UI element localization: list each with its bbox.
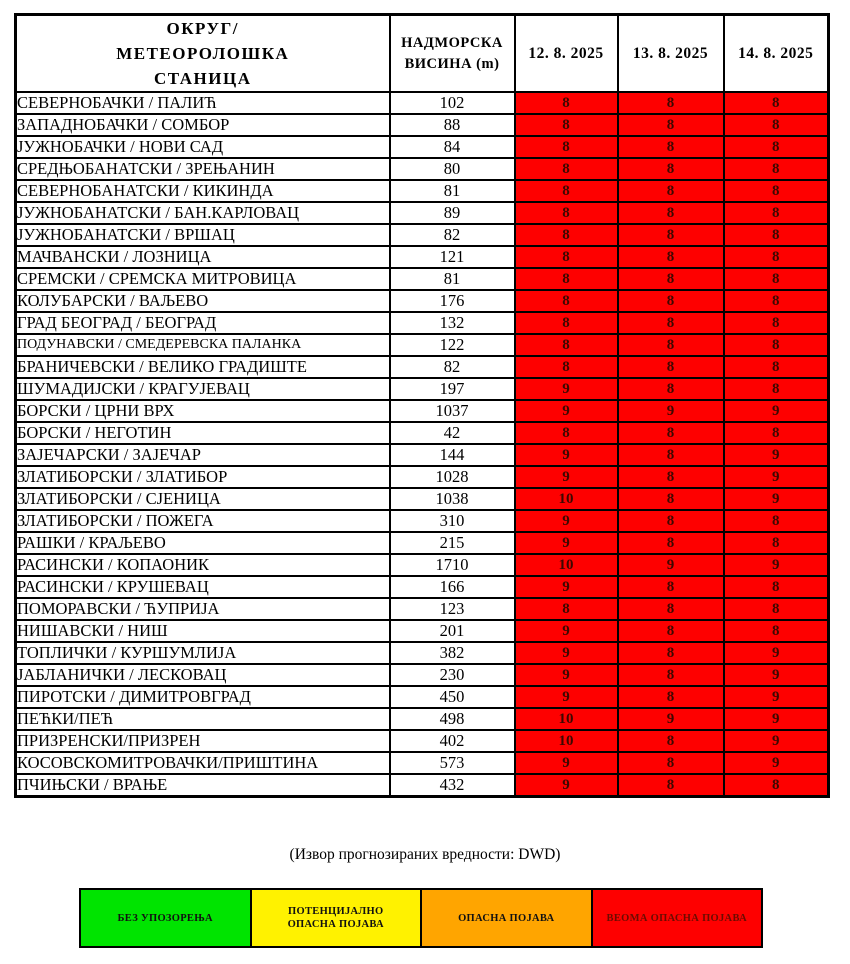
value-cell-day2: 8 xyxy=(618,576,724,598)
value-cell-day3: 9 xyxy=(724,642,829,664)
station-cell: ШУМАДИЈСКИ / КРАГУЈЕВАЦ xyxy=(16,378,390,400)
value-cell-day1: 9 xyxy=(515,510,618,532)
value-cell-day3: 8 xyxy=(724,202,829,224)
value-cell-day2: 8 xyxy=(618,114,724,136)
station-cell: КОСОВСКОМИТРОВАЧКИ/ПРИШТИНА xyxy=(16,752,390,774)
station-cell: ЈУЖНОБАЧКИ / НОВИ САД xyxy=(16,136,390,158)
header-altitude-line2: ВИСИНА (m) xyxy=(404,55,500,72)
value-cell-day2: 8 xyxy=(618,488,724,510)
value-cell-day3: 8 xyxy=(724,620,829,642)
value-cell-day2: 8 xyxy=(618,664,724,686)
value-cell-day2: 8 xyxy=(618,620,724,642)
station-cell: ЗАПАДНОБАЧКИ / СОМБОР xyxy=(16,114,390,136)
value-cell-day1: 8 xyxy=(515,268,618,290)
value-cell-day3: 8 xyxy=(724,378,829,400)
value-cell-day2: 8 xyxy=(618,312,724,334)
altitude-cell: 122 xyxy=(390,334,515,356)
header-station-line2: МЕТЕОРОЛОШКА xyxy=(116,44,290,63)
value-cell-day1: 8 xyxy=(515,334,618,356)
value-cell-day1: 9 xyxy=(515,400,618,422)
altitude-cell: 498 xyxy=(390,708,515,730)
table-row xyxy=(16,158,829,180)
warning-legend xyxy=(79,888,763,948)
value-cell-day3: 8 xyxy=(724,158,829,180)
altitude-cell: 132 xyxy=(390,312,515,334)
value-cell-day3: 8 xyxy=(724,180,829,202)
altitude-cell: 1038 xyxy=(390,488,515,510)
value-cell-day2: 9 xyxy=(618,400,724,422)
value-cell-day1: 8 xyxy=(515,136,618,158)
legend-item xyxy=(593,888,764,948)
header-altitude-line1: НАДМОРСКА xyxy=(401,34,503,51)
station-cell: ЗЛАТИБОРСКИ / СЈЕНИЦА xyxy=(16,488,390,510)
value-cell-day3: 8 xyxy=(724,224,829,246)
table-row xyxy=(16,466,829,488)
table-row xyxy=(16,532,829,554)
table-row xyxy=(16,268,829,290)
station-cell: ЗЛАТИБОРСКИ / ЗЛАТИБОР xyxy=(16,466,390,488)
value-cell-day2: 8 xyxy=(618,92,724,114)
value-cell-day3: 8 xyxy=(724,510,829,532)
station-cell: СЕВЕРНОБАЧКИ / ПАЛИЋ xyxy=(16,92,390,114)
value-cell-day3: 9 xyxy=(724,752,829,774)
altitude-cell: 81 xyxy=(390,180,515,202)
station-cell: БРАНИЧЕВСКИ / ВЕЛИКО ГРАДИШТЕ xyxy=(16,356,390,378)
station-cell: ПРИЗРЕНСКИ/ПРИЗРЕН xyxy=(16,730,390,752)
table-row xyxy=(16,422,829,444)
table-row xyxy=(16,598,829,620)
header-station-line1: ОКРУГ/ xyxy=(166,19,240,38)
table-row xyxy=(16,444,829,466)
legend-item xyxy=(79,888,252,948)
value-cell-day2: 8 xyxy=(618,422,724,444)
table-row xyxy=(16,510,829,532)
station-cell: ПИРОТСКИ / ДИМИТРОВГРАД xyxy=(16,686,390,708)
value-cell-day2: 8 xyxy=(618,686,724,708)
header-altitude-column xyxy=(390,15,515,93)
station-cell: ЗАЈЕЧАРСКИ / ЗАЈЕЧАР xyxy=(16,444,390,466)
station-cell: ЈУЖНОБАНАТСКИ / ВРШАЦ xyxy=(16,224,390,246)
altitude-cell: 84 xyxy=(390,136,515,158)
altitude-cell: 1028 xyxy=(390,466,515,488)
altitude-cell: 102 xyxy=(390,92,515,114)
value-cell-day2: 8 xyxy=(618,136,724,158)
value-cell-day2: 8 xyxy=(618,532,724,554)
legend-label: ПОТЕНЦИЈАЛНО ОПАСНА ПОЈАВА xyxy=(287,906,384,930)
value-cell-day1: 9 xyxy=(515,532,618,554)
value-cell-day3: 9 xyxy=(724,400,829,422)
value-cell-day2: 8 xyxy=(618,334,724,356)
altitude-cell: 450 xyxy=(390,686,515,708)
value-cell-day2: 8 xyxy=(618,290,724,312)
value-cell-day1: 8 xyxy=(515,114,618,136)
station-cell: ПЕЋКИ/ПЕЋ xyxy=(16,708,390,730)
value-cell-day1: 8 xyxy=(515,224,618,246)
table-row xyxy=(16,92,829,114)
value-cell-day1: 8 xyxy=(515,290,618,312)
value-cell-day2: 8 xyxy=(618,730,724,752)
value-cell-day1: 9 xyxy=(515,620,618,642)
value-cell-day3: 8 xyxy=(724,136,829,158)
altitude-cell: 382 xyxy=(390,642,515,664)
altitude-cell: 166 xyxy=(390,576,515,598)
value-cell-day2: 8 xyxy=(618,774,724,797)
table-row xyxy=(16,202,829,224)
value-cell-day3: 8 xyxy=(724,598,829,620)
station-cell: РАСИНСКИ / КОПАОНИК xyxy=(16,554,390,576)
value-cell-day3: 9 xyxy=(724,730,829,752)
altitude-cell: 82 xyxy=(390,224,515,246)
legend-item xyxy=(422,888,593,948)
table-row xyxy=(16,224,829,246)
altitude-cell: 1710 xyxy=(390,554,515,576)
station-cell: БОРСКИ / НЕГОТИН xyxy=(16,422,390,444)
altitude-cell: 432 xyxy=(390,774,515,797)
altitude-cell: 230 xyxy=(390,664,515,686)
table-row xyxy=(16,642,829,664)
value-cell-day1: 8 xyxy=(515,202,618,224)
value-cell-day2: 8 xyxy=(618,224,724,246)
value-cell-day3: 9 xyxy=(724,686,829,708)
altitude-cell: 80 xyxy=(390,158,515,180)
station-cell: БОРСКИ / ЦРНИ ВРХ xyxy=(16,400,390,422)
value-cell-day3: 9 xyxy=(724,664,829,686)
value-cell-day1: 10 xyxy=(515,488,618,510)
table-row xyxy=(16,686,829,708)
value-cell-day2: 8 xyxy=(618,510,724,532)
value-cell-day3: 8 xyxy=(724,576,829,598)
table-row xyxy=(16,378,829,400)
value-cell-day2: 9 xyxy=(618,708,724,730)
value-cell-day2: 8 xyxy=(618,466,724,488)
value-cell-day1: 10 xyxy=(515,554,618,576)
table-row xyxy=(16,136,829,158)
value-cell-day1: 9 xyxy=(515,576,618,598)
table-row xyxy=(16,400,829,422)
value-cell-day2: 8 xyxy=(618,598,724,620)
value-cell-day2: 8 xyxy=(618,444,724,466)
station-cell: ЈАБЛАНИЧКИ / ЛЕСКОВАЦ xyxy=(16,664,390,686)
value-cell-day1: 9 xyxy=(515,686,618,708)
header-station-line3: СТАНИЦА xyxy=(154,69,252,88)
station-cell: МАЧВАНСКИ / ЛОЗНИЦА xyxy=(16,246,390,268)
value-cell-day3: 8 xyxy=(724,92,829,114)
value-cell-day1: 10 xyxy=(515,730,618,752)
value-cell-day2: 8 xyxy=(618,378,724,400)
table-row xyxy=(16,114,829,136)
altitude-cell: 402 xyxy=(390,730,515,752)
station-cell: ЈУЖНОБАНАТСКИ / БАН.КАРЛОВАЦ xyxy=(16,202,390,224)
value-cell-day1: 8 xyxy=(515,246,618,268)
table-row xyxy=(16,774,829,797)
value-cell-day3: 8 xyxy=(724,290,829,312)
legend-label: ОПАСНА ПОЈАВА xyxy=(458,912,555,924)
station-cell: ПОМОРАВСКИ / ЋУПРИЈА xyxy=(16,598,390,620)
altitude-cell: 1037 xyxy=(390,400,515,422)
header-date-1: 12. 8. 2025 xyxy=(515,15,618,93)
table-row xyxy=(16,334,829,356)
value-cell-day1: 9 xyxy=(515,752,618,774)
altitude-cell: 310 xyxy=(390,510,515,532)
value-cell-day3: 9 xyxy=(724,708,829,730)
value-cell-day3: 9 xyxy=(724,554,829,576)
station-cell: КОЛУБАРСКИ / ВАЉЕВО xyxy=(16,290,390,312)
table-row xyxy=(16,576,829,598)
station-cell: ГРАД БЕОГРАД / БЕОГРАД xyxy=(16,312,390,334)
value-cell-day1: 9 xyxy=(515,664,618,686)
value-cell-day3: 8 xyxy=(724,356,829,378)
altitude-cell: 197 xyxy=(390,378,515,400)
legend-label: БЕЗ УПОЗОРЕЊА xyxy=(117,912,213,924)
altitude-cell: 89 xyxy=(390,202,515,224)
value-cell-day3: 8 xyxy=(724,312,829,334)
table-row xyxy=(16,312,829,334)
station-cell: РАШКИ / КРАЉЕВО xyxy=(16,532,390,554)
value-cell-day3: 8 xyxy=(724,532,829,554)
table-row xyxy=(16,730,829,752)
altitude-cell: 144 xyxy=(390,444,515,466)
value-cell-day1: 8 xyxy=(515,312,618,334)
station-cell: СРЕМСКИ / СРЕМСКА МИТРОВИЦА xyxy=(16,268,390,290)
value-cell-day2: 8 xyxy=(618,158,724,180)
altitude-cell: 81 xyxy=(390,268,515,290)
value-cell-day2: 8 xyxy=(618,246,724,268)
altitude-cell: 573 xyxy=(390,752,515,774)
value-cell-day1: 8 xyxy=(515,92,618,114)
altitude-cell: 88 xyxy=(390,114,515,136)
table-row xyxy=(16,180,829,202)
source-note: (Извор прогнозираних вредности: DWD) xyxy=(289,846,561,863)
table-row xyxy=(16,620,829,642)
table-body xyxy=(16,92,829,797)
table-row xyxy=(16,356,829,378)
value-cell-day2: 8 xyxy=(618,268,724,290)
value-cell-day1: 9 xyxy=(515,642,618,664)
value-cell-day1: 9 xyxy=(515,466,618,488)
value-cell-day3: 8 xyxy=(724,268,829,290)
value-cell-day1: 8 xyxy=(515,158,618,180)
altitude-cell: 82 xyxy=(390,356,515,378)
legend-item xyxy=(252,888,423,948)
value-cell-day1: 9 xyxy=(515,444,618,466)
altitude-cell: 123 xyxy=(390,598,515,620)
value-cell-day3: 8 xyxy=(724,774,829,797)
value-cell-day1: 8 xyxy=(515,422,618,444)
uv-forecast-table xyxy=(14,13,830,798)
altitude-cell: 176 xyxy=(390,290,515,312)
altitude-cell: 215 xyxy=(390,532,515,554)
header-station-column xyxy=(16,15,390,93)
value-cell-day3: 8 xyxy=(724,334,829,356)
table-row xyxy=(16,664,829,686)
altitude-cell: 201 xyxy=(390,620,515,642)
value-cell-day2: 8 xyxy=(618,356,724,378)
table-row xyxy=(16,290,829,312)
table-row xyxy=(16,246,829,268)
value-cell-day2: 8 xyxy=(618,202,724,224)
value-cell-day2: 8 xyxy=(618,642,724,664)
value-cell-day1: 8 xyxy=(515,356,618,378)
altitude-cell: 121 xyxy=(390,246,515,268)
value-cell-day1: 9 xyxy=(515,774,618,797)
value-cell-day3: 9 xyxy=(724,466,829,488)
value-cell-day3: 8 xyxy=(724,422,829,444)
station-cell: ПОДУНАВСКИ / СМЕДЕРЕВСКА ПАЛАНКА xyxy=(16,334,390,356)
table-row xyxy=(16,708,829,730)
header-date-3: 14. 8. 2025 xyxy=(724,15,829,93)
value-cell-day3: 8 xyxy=(724,114,829,136)
station-cell: НИШАВСКИ / НИШ xyxy=(16,620,390,642)
altitude-cell: 42 xyxy=(390,422,515,444)
header-row xyxy=(16,15,829,93)
value-cell-day1: 9 xyxy=(515,378,618,400)
station-cell: ПЧИЊСКИ / ВРАЊЕ xyxy=(16,774,390,797)
value-cell-day1: 8 xyxy=(515,180,618,202)
value-cell-day2: 8 xyxy=(618,752,724,774)
station-cell: СРЕДЊОБАНАТСКИ / ЗРЕЊАНИН xyxy=(16,158,390,180)
value-cell-day1: 8 xyxy=(515,598,618,620)
table-row xyxy=(16,488,829,510)
table-row xyxy=(16,554,829,576)
station-cell: ЗЛАТИБОРСКИ / ПОЖЕГА xyxy=(16,510,390,532)
station-cell: СЕВЕРНОБАНАТСКИ / КИКИНДА xyxy=(16,180,390,202)
table-row xyxy=(16,752,829,774)
value-cell-day2: 8 xyxy=(618,180,724,202)
station-cell: ТОПЛИЧКИ / КУРШУМЛИЈА xyxy=(16,642,390,664)
value-cell-day3: 9 xyxy=(724,444,829,466)
value-cell-day2: 9 xyxy=(618,554,724,576)
value-cell-day1: 10 xyxy=(515,708,618,730)
station-cell: РАСИНСКИ / КРУШЕВАЦ xyxy=(16,576,390,598)
header-date-2: 13. 8. 2025 xyxy=(618,15,724,93)
legend-label: ВЕОМА ОПАСНА ПОЈАВА xyxy=(606,912,747,924)
value-cell-day3: 9 xyxy=(724,488,829,510)
value-cell-day3: 8 xyxy=(724,246,829,268)
